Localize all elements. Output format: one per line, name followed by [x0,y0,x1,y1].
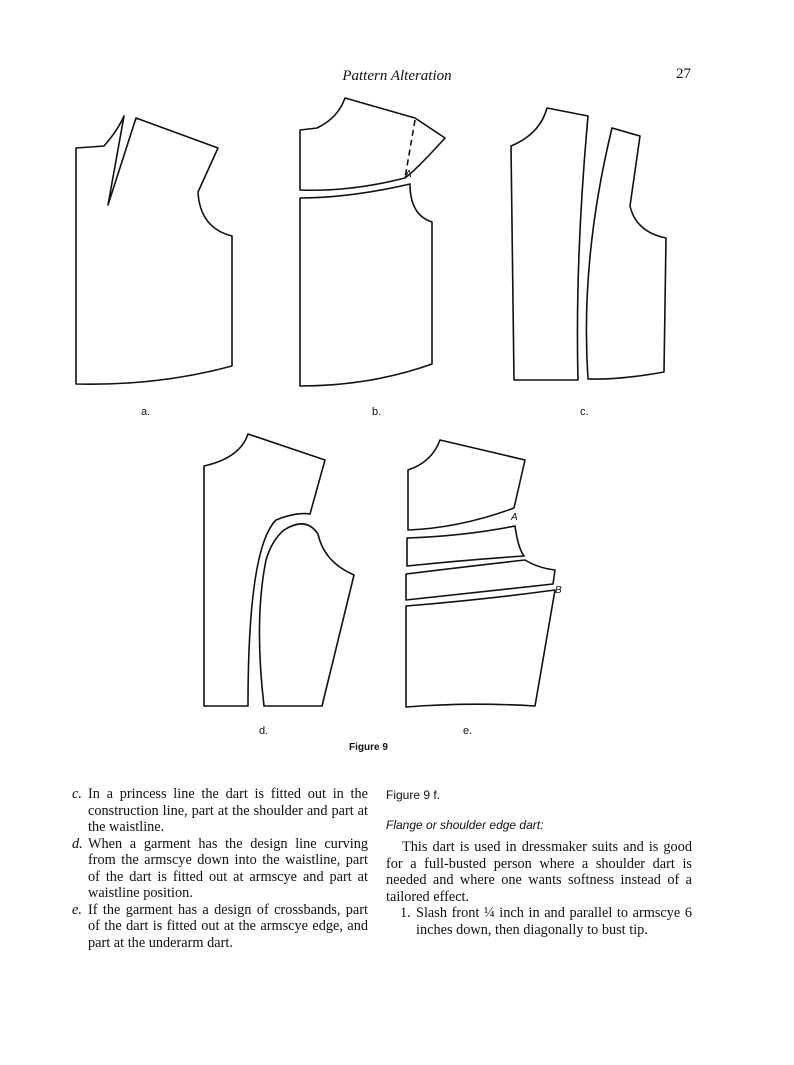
figure-caption: Figure 9 [349,742,388,753]
point-label-b-a: A [405,169,412,180]
pattern-piece-b-top [300,98,445,190]
running-header: Pattern Alteration [342,68,452,84]
item-text: In a princess line the dart is fitted out in the construction line, part at the shoulder and part at the waistline. [88,786,368,835]
pattern-piece-e-band-1 [407,526,524,566]
pattern-piece-d-side [259,524,354,706]
numbered-step [386,905,692,938]
pattern-piece-e-top [408,440,525,530]
item-text: If the garment has a design of crossbands, part of the dart is fitted out at the armscye edge, and part at the underarm dart. [88,901,368,951]
figure-label-e: e. [463,725,473,737]
item-text: When a garment has the design line curving from the armscye down into the waistline, part of the dart is fitted out at armscye and part at waistline position. [88,835,368,901]
list-item-e [62,902,368,952]
page-number: 27 [676,66,691,82]
pattern-piece-c-side [586,128,666,379]
step-number: 1. [400,905,411,921]
item-letter: d. [72,835,83,852]
right-column [386,786,692,938]
pattern-piece-b-bottom [300,184,432,386]
list-item-d [62,836,368,902]
item-letter: e. [72,901,82,918]
body-paragraph: This dart is used in dressmaker suits and is good for a full-busted person where a shoulder dart is needed and where one wants softness instead of a tailored effect. [386,839,692,905]
step-text: Slash front ¼ inch in and parallel to armscye 6 inches down, then diagonally to bust tip. [416,905,692,938]
point-label-e-b: B [555,585,562,596]
figure-label-b: b. [372,406,382,418]
pattern-piece-c-front [511,108,588,380]
left-column [62,786,368,951]
figure-reference: Figure 9 f. [386,788,441,802]
item-letter: c. [72,786,82,802]
list-item-c [62,786,368,836]
figure-label-a: a. [141,406,151,418]
point-label-e-a: A [511,512,518,523]
pattern-piece-e-band-2 [406,560,555,600]
figure-label-d: d. [259,725,269,737]
figure-label-c: c. [580,406,589,418]
pattern-piece-e-bottom [406,590,555,707]
pattern-piece-a [76,116,232,384]
section-subheading: Flange or shoulder edge dart: [386,817,544,832]
